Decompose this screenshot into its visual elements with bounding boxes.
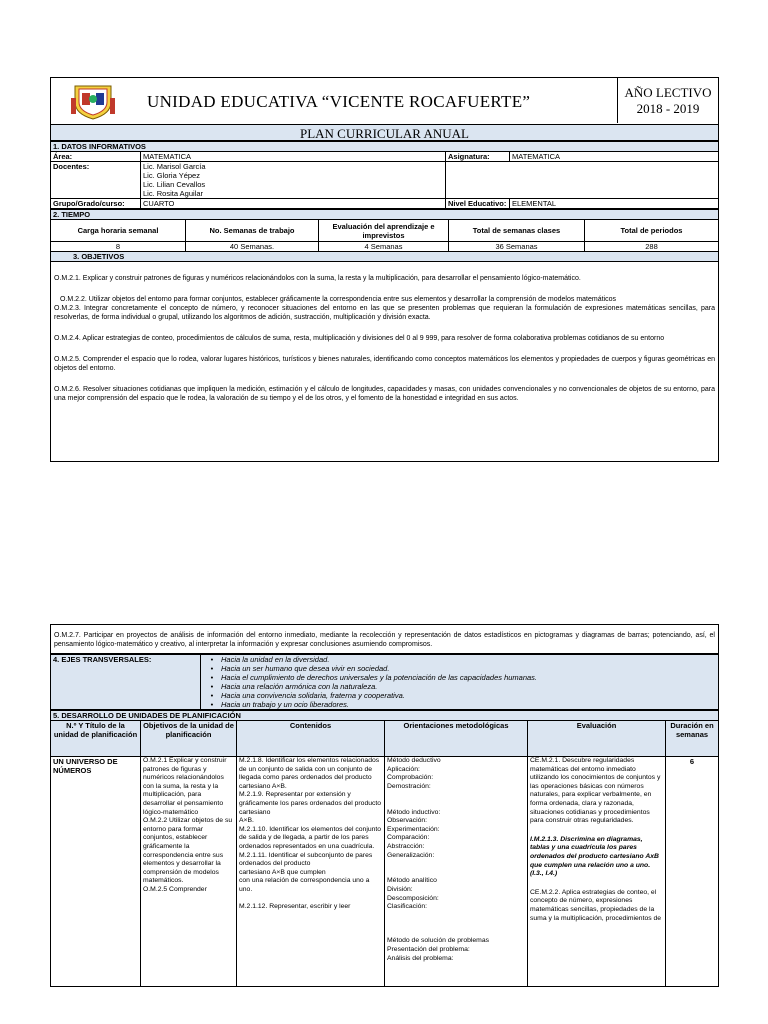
area-label: Área: — [51, 152, 141, 162]
tiempo-value: 40 Semanas. — [186, 242, 319, 252]
eje-item: • Hacia una relación armónica con la naturaleza. — [203, 682, 716, 691]
objetivo-item: O.M.2.3. Integrar concretamente el concepto de número, y reconocer situaciones del entorno en las que se presenten problemas que requieran la formulación de expresiones matemáticas sencillas, para resolverlas, de forma individual o grupal, utilizando los algoritmos de adición, sustracción, multiplicación y división exacta. — [54, 305, 715, 321]
objetivos-box — [50, 262, 719, 462]
eval-criterion: CE.M.2.2. Aplica estrategias de conteo, el concepto de número, expresiones matemáticas sencillas, propiedades de la suma y la multiplicación, procedimientos de — [530, 888, 662, 922]
nivel-label: Nivel Educativo: — [446, 199, 510, 209]
eval-criterion: CE.M.2.1. Descubre regularidades matemáticas del entorno inmediato utilizando los conocimientos de conjuntos y las operaciones básicas con números naturales, para explicar verbalmente, en forma ordenada, clara y razonada, situaciones cotidianas y procedimientos para construir otras regularidades. — [530, 757, 661, 825]
unidades-header: N.º Y Título de la unidad de planificación — [51, 721, 141, 757]
header-box — [50, 77, 719, 125]
tiempo-header: Evaluación del aprendizaje e imprevistos — [319, 220, 449, 242]
unidades-header: Orientaciones metodológicas — [385, 721, 528, 757]
objetivos-section: 3. OBJETIVOS — [51, 252, 719, 262]
eval-indicator: I.M.2.1.3. Discrimina en diagramas, tablas y una cuadrícula los pares ordenados del producto cartesiano AxB que cumplen una relación uno a uno. (I.3., I.4.) — [530, 835, 659, 878]
unit-metodologia: Método deductivo Aplicación: Comprobación: Demostración: Método inductivo: Observación: Experimentación: Comparación: Abstracción: Generalización: Método analítico División: Descomposición: Clasificación: Método de solución de problemas Presentación del problema: Análisis del problema: — [385, 757, 528, 987]
tiempo-value: 4 Semanas — [319, 242, 449, 252]
year-value: 2018 - 2019 — [636, 101, 700, 116]
objetivo-item: O.M.2.5. Comprender el espacio que lo rodea, valorar lugares históricos, turísticos y bienes naturales, identificando como conceptos matemáticos los elementos y propiedades de cuerpos y figuras geométricas en objetos del entorno. — [54, 356, 715, 372]
tiempo-header: Total de semanas clases — [449, 220, 585, 242]
docente: Lic. Gloria Yépez — [143, 171, 200, 180]
grupo-label: Grupo/Grado/curso: — [51, 199, 141, 209]
ejes-list — [201, 655, 719, 710]
unidades-header: Evaluación — [528, 721, 666, 757]
page-2 — [50, 624, 719, 987]
asignatura-label: Asignatura: — [446, 152, 510, 162]
objetivo-7-box — [50, 624, 719, 654]
tiempo-value: 288 — [585, 242, 719, 252]
docentes-list — [141, 162, 446, 199]
eje-item: • Hacia una convivencia solidaria, fraterna y cooperativa. — [203, 691, 716, 700]
eje-item: • Hacia el cumplimiento de derechos universales y la potenciación de las capacidades humanas. — [203, 673, 716, 682]
unidades-header: Duración en semanas — [666, 721, 719, 757]
eje-item: • Hacia un trabajo y un ocio liberadores. — [203, 700, 716, 709]
school-logo — [69, 82, 117, 120]
unidades-header: Contenidos — [237, 721, 385, 757]
unit-objetivos: O.M.2.1 Explicar y construir patrones de figuras y numéricos relacionándolos con la suma, la resta y la multiplicación, para desarrollar el pensamiento lógico-matemático O.M.2.2 Utilizar objetos de su entorno para formar conjuntos, establecer gráficamente la correspondencia entre sus elementos y desarrollar la comprensión de modelos matemáticos. O.M.2.5 Comprender — [141, 757, 237, 987]
objetivo-item: O.M.2.7. Participar en proyectos de análisis de información del entorno inmediato, mediante la recolección y representación de datos estadísticos en pictogramas y diagramas de barras; potenciando, así, el pensamiento lógico-matemático y creativo, al interpretar la información y expresar conclusiones asumiendo compromisos. — [54, 632, 715, 648]
plan-title: PLAN CURRICULAR ANUAL — [299, 126, 469, 141]
page-1 — [50, 77, 719, 462]
year-label: AÑO LECTIVO — [624, 85, 712, 100]
tiempo-header: Total de periodos — [585, 220, 719, 242]
year-box — [617, 78, 718, 123]
unit-title: UN UNIVERSO DE NÚMEROS — [51, 757, 141, 987]
eje-item: • Hacia la unidad en la diversidad. — [203, 655, 716, 664]
objetivo-item: O.M.2.6. Resolver situaciones cotidianas que impliquen la medición, estimación y el cálculo de longitudes, capacidades y masas, con unidades convencionales y no convencionales de objetos de su entorno, para una mejor comprensión del espacio que le rodea, la valoración de su tiempo y el de los otros, y el fomento de la honestidad e integridad en sus actos. — [54, 386, 715, 402]
unit-evaluacion — [528, 757, 666, 987]
asignatura-value: MATEMATICA — [510, 152, 719, 162]
tiempo-table — [50, 209, 719, 262]
objetivo-item: O.M.2.2. Utilizar objetos del entorno para formar conjuntos, establecer gráficamente la correspondencia entre sus elementos y desarrollar la comprensión de modelos matemáticos — [60, 296, 616, 303]
area-value: MATEMATICA — [141, 152, 446, 162]
tiempo-header: Carga horaria semanal — [51, 220, 186, 242]
eje-item: • Hacia un ser humano que desea vivir en sociedad. — [203, 664, 716, 673]
grupo-value: CUARTO — [141, 199, 446, 209]
plan-title-bar — [50, 125, 719, 141]
docente: Lic. Marisol García — [143, 162, 206, 171]
docente: Lic. Rosita Aguilar — [143, 189, 204, 198]
tiempo-header: No. Semanas de trabajo — [186, 220, 319, 242]
datos-section: 1. DATOS INFORMATIVOS — [51, 142, 719, 152]
unit-contenidos: M.2.1.8. Identificar los elementos relacionados de un conjunto de salida con un conjunto de llegada como pares ordenados del producto cartesiano A×B. M.2.1.9. Representar por extensión y gráficamente los pares ordenados del producto cartesiano A×B. M.2.1.10. Identificar los elementos del conjunto de salida y de llegada, a partir de los pares ordenados representados en una cuadrícula. M.2.1.11. Identificar el subconjunto de pares ordenados del producto cartesiano A×B que cumplen con una relación de correspondencia uno a uno. M.2.1.12. Representar, escribir y leer — [237, 757, 385, 987]
school-name: UNIDAD EDUCATIVA “VICENTE ROCAFUERTE” — [147, 92, 531, 111]
unidades-section: 5. DESARROLLO DE UNIDADES DE PLANIFICACIÓN — [51, 711, 719, 721]
unidades-header: Objetivos de la unidad de planificación — [141, 721, 237, 757]
tiempo-section: 2. TIEMPO — [51, 210, 719, 220]
objetivo-item: O.M.2.4. Aplicar estrategias de conteo, procedimientos de cálculos de suma, resta, multiplicación y divisiones del 0 al 9 999, para resolver de forma colaborativa problemas cotidianos de su entorno — [54, 335, 665, 342]
nivel-value: ELEMENTAL — [510, 199, 719, 209]
ejes-label: 4. EJES TRANSVERSALES: — [51, 655, 201, 710]
ejes-table — [50, 654, 719, 710]
datos-table — [50, 141, 719, 209]
docentes-label: Docentes: — [51, 162, 141, 199]
tiempo-value: 36 Semanas — [449, 242, 585, 252]
objetivo-item: O.M.2.1. Explicar y construir patrones de figuras y numéricos relacionándolos con la suma, la resta y la multiplicación, para desarrollar el pensamiento lógico-matemático. — [54, 275, 581, 282]
unidades-table — [50, 710, 719, 987]
unit-duration: 6 — [666, 757, 719, 987]
docente: Lic. Lilian Cevallos — [143, 180, 206, 189]
tiempo-value: 8 — [51, 242, 186, 252]
